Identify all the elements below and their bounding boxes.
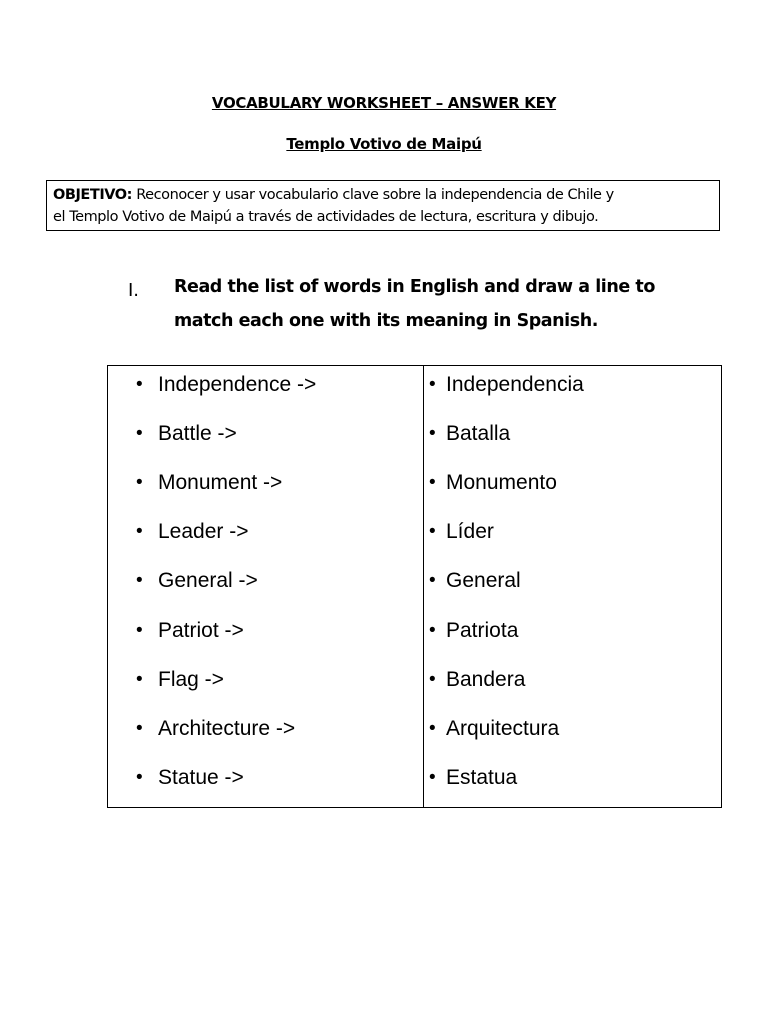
- spanish-word-item-text: Líder: [446, 520, 494, 544]
- column-divider: [423, 366, 424, 807]
- bullet-icon: •: [136, 668, 143, 690]
- bullet-icon: •: [136, 374, 143, 395]
- bullet-icon: •: [429, 374, 436, 395]
- spanish-word-item-text: Independencia: [446, 373, 584, 396]
- spanish-word-item-text: Estatua: [446, 765, 518, 789]
- english-word-item-text: General ->: [158, 569, 258, 593]
- bullet-icon: •: [429, 717, 436, 739]
- spanish-word-item-text: Arquitectura: [446, 716, 560, 740]
- objective-box: [46, 180, 720, 231]
- english-word-item-text: Statue ->: [158, 765, 244, 789]
- english-word-item-text: Battle ->: [158, 422, 237, 446]
- bullet-icon: •: [429, 472, 436, 494]
- english-word-item-text: Leader ->: [158, 520, 249, 544]
- objective-label: OBJETIVO:: [53, 187, 133, 203]
- worksheet-title: VOCABULARY WORKSHEET – ANSWER KEY: [211, 94, 557, 112]
- bullet-icon: •: [429, 619, 436, 641]
- bullet-icon: •: [136, 521, 143, 543]
- bullet-icon: •: [136, 619, 143, 641]
- spanish-word-item-text: Batalla: [446, 422, 511, 446]
- spanish-word-item-text: Monumento: [446, 471, 557, 495]
- english-word-item-text: Patriot ->: [158, 618, 244, 642]
- english-word-item-text: Independence ->: [158, 373, 317, 396]
- spanish-word-item-text: Bandera: [446, 667, 526, 691]
- bullet-icon: •: [429, 668, 436, 690]
- bullet-icon: •: [136, 717, 143, 739]
- english-word-item-text: Architecture ->: [158, 716, 296, 740]
- bullet-icon: •: [429, 766, 436, 788]
- objective-text-1: Reconocer y usar vocabulario clave sobre la independencia de Chile y: [136, 187, 614, 203]
- english-word-item-text: Flag ->: [158, 667, 224, 691]
- bullet-icon: •: [136, 472, 143, 494]
- section-number: I.: [128, 280, 140, 301]
- instructions-line-1: Read the list of words in English and draw a line to: [174, 277, 655, 297]
- english-word-item-text: Monument ->: [158, 471, 283, 495]
- section-instructions: [174, 270, 694, 338]
- objective-line-1: [53, 184, 713, 206]
- spanish-word-item-text: General: [446, 569, 521, 593]
- bullet-icon: •: [136, 423, 143, 445]
- bullet-icon: •: [429, 521, 436, 543]
- spanish-word-item-text: Patriota: [446, 618, 519, 642]
- worksheet-subtitle: Templo Votivo de Maipú: [286, 135, 482, 153]
- instructions-line-2: match each one with its meaning in Spanish.: [174, 311, 598, 331]
- bullet-icon: •: [429, 570, 436, 592]
- bullet-icon: •: [136, 570, 143, 592]
- bullet-icon: •: [136, 766, 143, 788]
- objective-text-2: el Templo Votivo de Maipú a través de actividades de lectura, escritura y dibujo.: [53, 209, 599, 225]
- bullet-icon: •: [429, 423, 436, 445]
- matching-table: [107, 365, 722, 808]
